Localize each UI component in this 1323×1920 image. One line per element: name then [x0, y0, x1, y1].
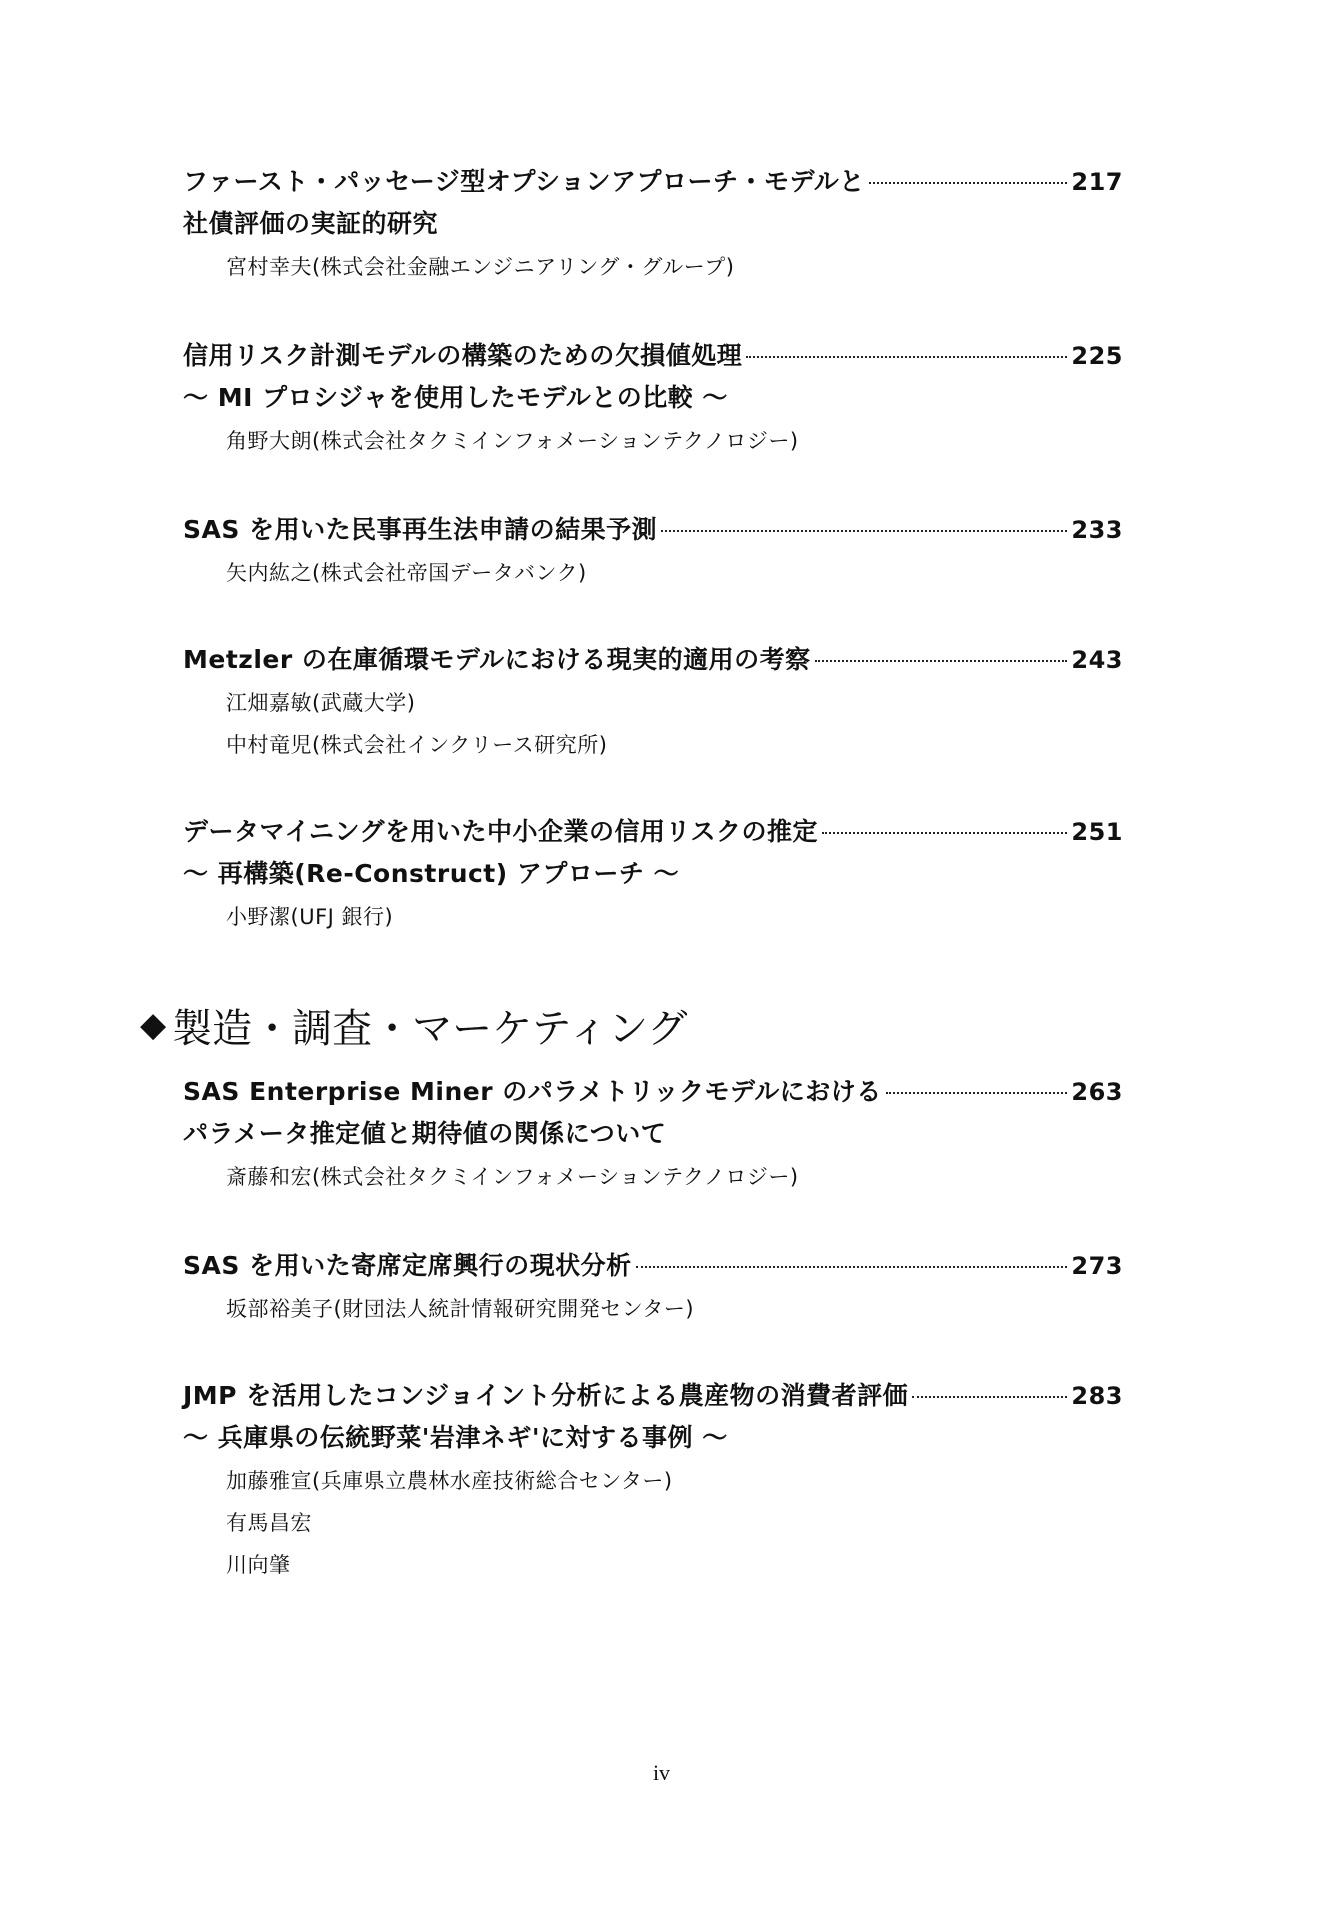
- entry-title-line: [183, 640, 1123, 682]
- entry-author: 小野潔(UFJ 銀行): [226, 905, 394, 929]
- entry-title-line: [183, 812, 1123, 854]
- toc-entry: [183, 1072, 1123, 1198]
- entry-author: 矢内紘之(株式会社帝国データバンク): [226, 561, 587, 585]
- entry-subtitle: 社債評価の実証的研究: [183, 209, 439, 238]
- toc-entry: [183, 1246, 1123, 1330]
- entry-title-line: [183, 336, 1123, 378]
- entry-page-number: 243: [1071, 646, 1123, 674]
- entry-subtitle: ～ 再構築(Re-Construct) アプローチ ～: [183, 859, 680, 888]
- entry-title: データマイニングを用いた中小企業の信用リスクの推定: [183, 817, 819, 846]
- toc-entry: [183, 510, 1123, 594]
- toc-entry: [183, 640, 1123, 766]
- entry-author: 坂部裕美子(財団法人統計情報研究開発センター): [226, 1297, 695, 1321]
- dot-leader: [822, 832, 1067, 834]
- entry-author: 川向肇: [226, 1553, 291, 1577]
- entry-author: 加藤雅宣(兵庫県立農林水産技術総合センター): [226, 1469, 673, 1493]
- entry-title-line: [183, 1072, 1123, 1114]
- entry-page-number: 263: [1071, 1078, 1123, 1106]
- toc-entry: [183, 1376, 1123, 1586]
- entry-page-number: 283: [1071, 1382, 1123, 1410]
- dot-leader: [869, 182, 1068, 184]
- entry-author: 宮村幸夫(株式会社金融エンジニアリング・グループ): [226, 255, 735, 279]
- entry-title: SAS を用いた寄席定席興行の現状分析: [183, 1251, 632, 1280]
- diamond-bullet-icon: ◆: [140, 1005, 167, 1045]
- entry-author: 有馬昌宏: [226, 1511, 312, 1535]
- entry-page-number: 225: [1071, 342, 1123, 370]
- dot-leader: [661, 530, 1067, 532]
- toc-entry: [183, 336, 1123, 462]
- entry-subtitle: ～ 兵庫県の伝統野菜'岩津ネギ'に対する事例 ～: [183, 1423, 728, 1452]
- entry-title: Metzler の在庫循環モデルにおける現実的適用の考察: [183, 645, 811, 674]
- entry-title-line: [183, 1246, 1123, 1288]
- entry-title: 信用リスク計測モデルの構築のための欠損値処理: [183, 341, 743, 370]
- entry-title: SAS Enterprise Miner のパラメトリックモデルにおける: [183, 1077, 882, 1106]
- entry-title-line: [183, 510, 1123, 552]
- toc-entry: [183, 812, 1123, 938]
- entry-author: 江畑嘉敏(武蔵大学): [226, 691, 416, 715]
- dot-leader: [746, 356, 1067, 358]
- entry-subtitle: パラメータ推定値と期待値の関係について: [183, 1119, 667, 1148]
- entry-author: 斎藤和宏(株式会社タクミインフォメーションテクノロジー): [226, 1165, 799, 1189]
- entry-title: ファースト・パッセージ型オプションアプローチ・モデルと: [183, 167, 865, 196]
- entry-title: JMP を活用したコンジョイント分析による農産物の消費者評価: [183, 1381, 909, 1410]
- section-heading-text: 製造・調査・マーケティング: [172, 1005, 688, 1052]
- entry-author: 角野大朗(株式会社タクミインフォメーションテクノロジー): [226, 429, 799, 453]
- entry-title-line: [183, 162, 1123, 204]
- dot-leader: [886, 1092, 1068, 1094]
- dot-leader: [912, 1396, 1067, 1398]
- entry-author: 中村竜児(株式会社インクリース研究所): [226, 733, 608, 757]
- entry-page-number: 233: [1071, 516, 1123, 544]
- entry-title: SAS を用いた民事再生法申請の結果予測: [183, 515, 658, 544]
- dot-leader: [815, 660, 1068, 662]
- entry-page-number: 273: [1071, 1252, 1123, 1280]
- entry-subtitle: ～ MI プロシジャを使用したモデルとの比較 ～: [183, 383, 728, 412]
- dot-leader: [636, 1266, 1068, 1268]
- entry-title-line: [183, 1376, 1123, 1418]
- toc-entry: [183, 162, 1123, 288]
- section-heading: [140, 995, 687, 1055]
- entry-page-number: 251: [1071, 818, 1123, 846]
- page-footer-number: iv: [652, 1760, 671, 1785]
- entry-page-number: 217: [1071, 168, 1123, 196]
